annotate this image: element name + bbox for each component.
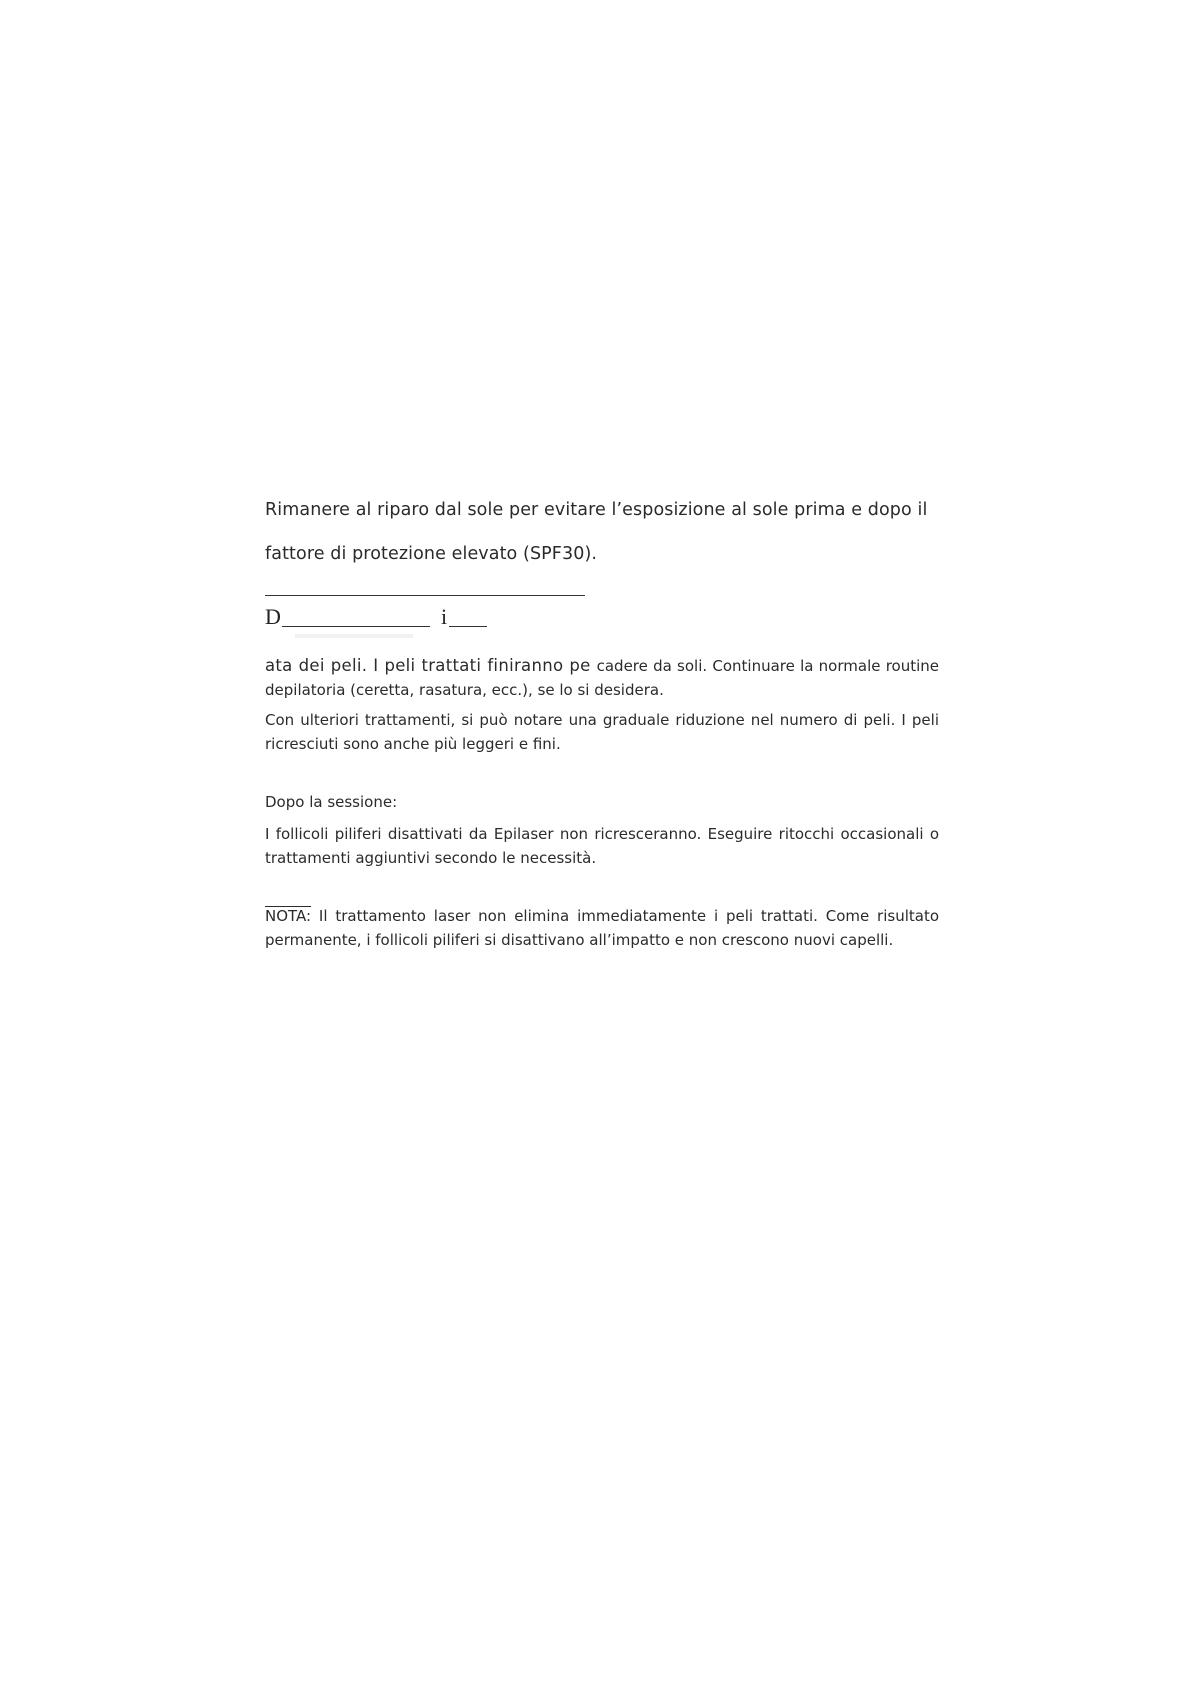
date-signature-row (265, 604, 939, 632)
sun-protection-line-1: Rimanere al riparo dal sole per evitare l’esposizione al sole prima e dopo il (265, 500, 928, 520)
hair-fall-lead: ata dei peli. I peli trattati finiranno pe (265, 656, 597, 675)
date-letter: D (265, 604, 281, 629)
note-text: Il trattamento laser non elimina immediatamente i peli trattati. Come risultato permanente, i follicoli piliferi si disattivano all’impatto e non crescono nuovi capelli. (265, 907, 939, 949)
initial-letter: i (441, 604, 448, 629)
faded-underline (295, 634, 413, 638)
after-session-label: Dopo la sessione: (265, 793, 398, 811)
hair-fall-rest: cadere da soli. Continuare la normale routine depilatoria (ceretta, rasatura, ecc.), se lo si desidera. (265, 657, 939, 699)
hair-fall-paragraph (265, 654, 939, 702)
note-label: NOTA: (265, 907, 312, 925)
sun-protection-line-2: fattore di protezione elevato (SPF30). (265, 544, 598, 564)
signature-rule (265, 595, 585, 596)
date-blank-line (282, 626, 430, 627)
further-treatments-paragraph: Con ulteriori trattamenti, si può notare una graduale riduzione nel numero di peli. I peli ricresciuti sono anche più leggeri e fini. (265, 711, 939, 753)
document-content (265, 500, 939, 952)
note-paragraph (265, 904, 939, 952)
initial-blank-line (449, 626, 487, 627)
follicles-paragraph: I follicoli piliferi disattivati da Epilaser non ricresceranno. Eseguire ritocchi occasionali o trattamenti aggiuntivi secondo le necessità. (265, 825, 939, 867)
